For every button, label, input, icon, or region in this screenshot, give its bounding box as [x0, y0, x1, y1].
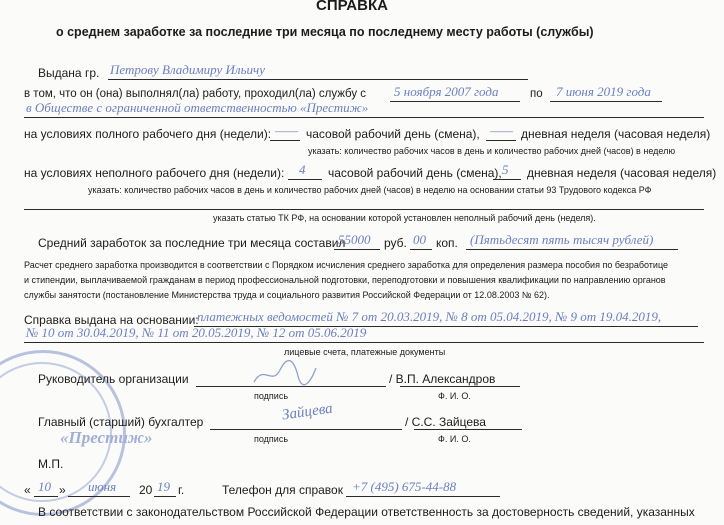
date-month-underline: [68, 496, 130, 497]
director-signature-scribble: [250, 356, 320, 390]
full-days-underline: [486, 140, 516, 141]
date-day: 10: [38, 479, 51, 494]
article-underline: [24, 209, 704, 210]
org-name: в Обществе с ограниченной ответственностью «Престиж»: [26, 100, 369, 115]
date-year-prefix: 20: [139, 483, 153, 497]
accountant-label: Главный (старший) бухгалтер: [38, 415, 204, 429]
calc-note-line1: Расчет среднего заработка производится в соответствии с Порядком исчисления среднего заработка для определения размера пособия по безработице: [24, 260, 669, 270]
full-hours-label: часовой рабочий день (смена),: [306, 127, 480, 141]
salary-kop-label: коп.: [436, 236, 458, 250]
full-hours-underline: [270, 140, 300, 141]
part-hours-value: 4: [299, 162, 306, 177]
phone-underline: [346, 496, 500, 497]
director-sign-hint: подпись: [254, 391, 289, 401]
salary-kop-underline: [410, 249, 432, 250]
basis-line2-underline: [24, 342, 704, 343]
full-time-hint: указать: количество рабочих часов в день и количество рабочих дней (часов) в неделю: [308, 146, 676, 156]
mp-label: М.П.: [38, 457, 64, 471]
stamp-text: «Престиж»: [60, 428, 153, 447]
date-year-suffix: 19: [157, 479, 170, 494]
director-name: / В.П. Александров: [389, 372, 496, 386]
accountant-name-underline: [414, 429, 522, 430]
salary-rub-underline: [334, 249, 380, 250]
date-from: 5 ноября 2007 года: [394, 84, 499, 99]
salary-label: Средний заработок за последние три месяца составил: [38, 236, 346, 250]
part-time-hint: указать: количество рабочих часов в день и количество рабочих дней (часов) в неделю на основании статьи 93 Трудового кодекса РФ: [88, 185, 652, 195]
calc-note-line2: и стипендии, выплачиваемой гражданам в период профессиональной подготовки, переподготовки и повышения квалификации по направлению органов: [24, 275, 666, 285]
part-hours-label: часовой рабочий день (смена),: [328, 166, 502, 180]
director-name-underline: [400, 386, 520, 387]
phone-value: +7 (495) 675-44-88: [352, 479, 457, 494]
org-underline: [24, 117, 704, 118]
basis-line1: платежных ведомостей № 7 от 20.03.2019, № 8 от 05.04.2019, № 9 от 19.04.2019,: [197, 309, 662, 324]
part-hours-underline: [288, 179, 322, 180]
salary-words-underline: [466, 249, 678, 250]
basis-line2: № 10 от 30.04.2019, № 11 от 20.05.2019, № 12 от 05.06.2019: [26, 325, 367, 340]
article-hint: указать статью ТК РФ, на основании которой установлен неполный рабочий день (неделя).: [213, 213, 596, 223]
employment-text: в том, что он (она) выполнял(ла) работу, проходил(ла) службу с: [24, 88, 367, 100]
accountant-signature: Зайцева: [281, 400, 334, 424]
basis-hint: лицевые счета, платежные документы: [284, 347, 446, 357]
part-days-underline: [493, 179, 521, 180]
issued-underline: [108, 79, 528, 80]
footer-line1: В соответствии с законодательством Российской Федерации ответственность за достоверность сведений, указанных: [38, 505, 695, 519]
salary-rub-value: 55000: [338, 232, 371, 247]
date-year-end: г.: [178, 483, 185, 497]
phone-label: Телефон для справок: [222, 483, 343, 497]
date-month: июня: [88, 479, 117, 494]
doc-title: СПРАВКА: [316, 0, 388, 14]
salary-words: (Пятьдесят пять тысяч рублей): [470, 232, 654, 247]
date-open-quote: «: [24, 483, 31, 497]
accountant-sign-underline: [210, 429, 402, 430]
director-name-hint: Ф. И. О.: [438, 391, 471, 401]
issued-label: Выдана гр.: [38, 66, 100, 80]
calc-note-line3: службы занятости (постановление Министерства труда и социального развития Российской Федерации от 12.08.2003 № 62).: [24, 290, 550, 300]
date-day-underline: [34, 496, 58, 497]
part-days-label: дневная неделя (часовая неделя): [527, 166, 717, 180]
date-from-underline: [390, 101, 520, 102]
date-close-quote: »: [59, 483, 66, 497]
full-hours-value: ——: [275, 123, 299, 138]
salary-rub-label: руб.: [384, 236, 407, 250]
accountant-sign-hint: подпись: [254, 434, 289, 444]
full-time-label: на условиях полного рабочего дня (недели):: [24, 127, 272, 141]
part-time-label: на условиях неполного рабочего дня (недели):: [24, 166, 285, 180]
director-label: Руководитель организации: [38, 372, 189, 386]
issued-name: Петрову Владимиру Ильичу: [110, 62, 265, 77]
salary-kop-value: 00: [413, 232, 426, 247]
doc-subtitle: о среднем заработке за последние три месяца по последнему месту работы (службы): [56, 25, 594, 39]
full-days-label: дневная неделя (часовая неделя): [521, 127, 711, 141]
date-to-underline: [550, 101, 662, 102]
basis-label: Справка выдана на основании:: [24, 313, 199, 327]
full-days-value: ——: [490, 123, 514, 138]
accountant-name: / С.С. Зайцева: [405, 415, 486, 429]
date-year-underline: [154, 496, 176, 497]
date-to: 7 июня 2019 года: [556, 84, 651, 99]
part-days-value: 5: [502, 162, 509, 177]
date-to-label: по: [530, 88, 543, 100]
accountant-name-hint: Ф. И. О.: [438, 434, 471, 444]
